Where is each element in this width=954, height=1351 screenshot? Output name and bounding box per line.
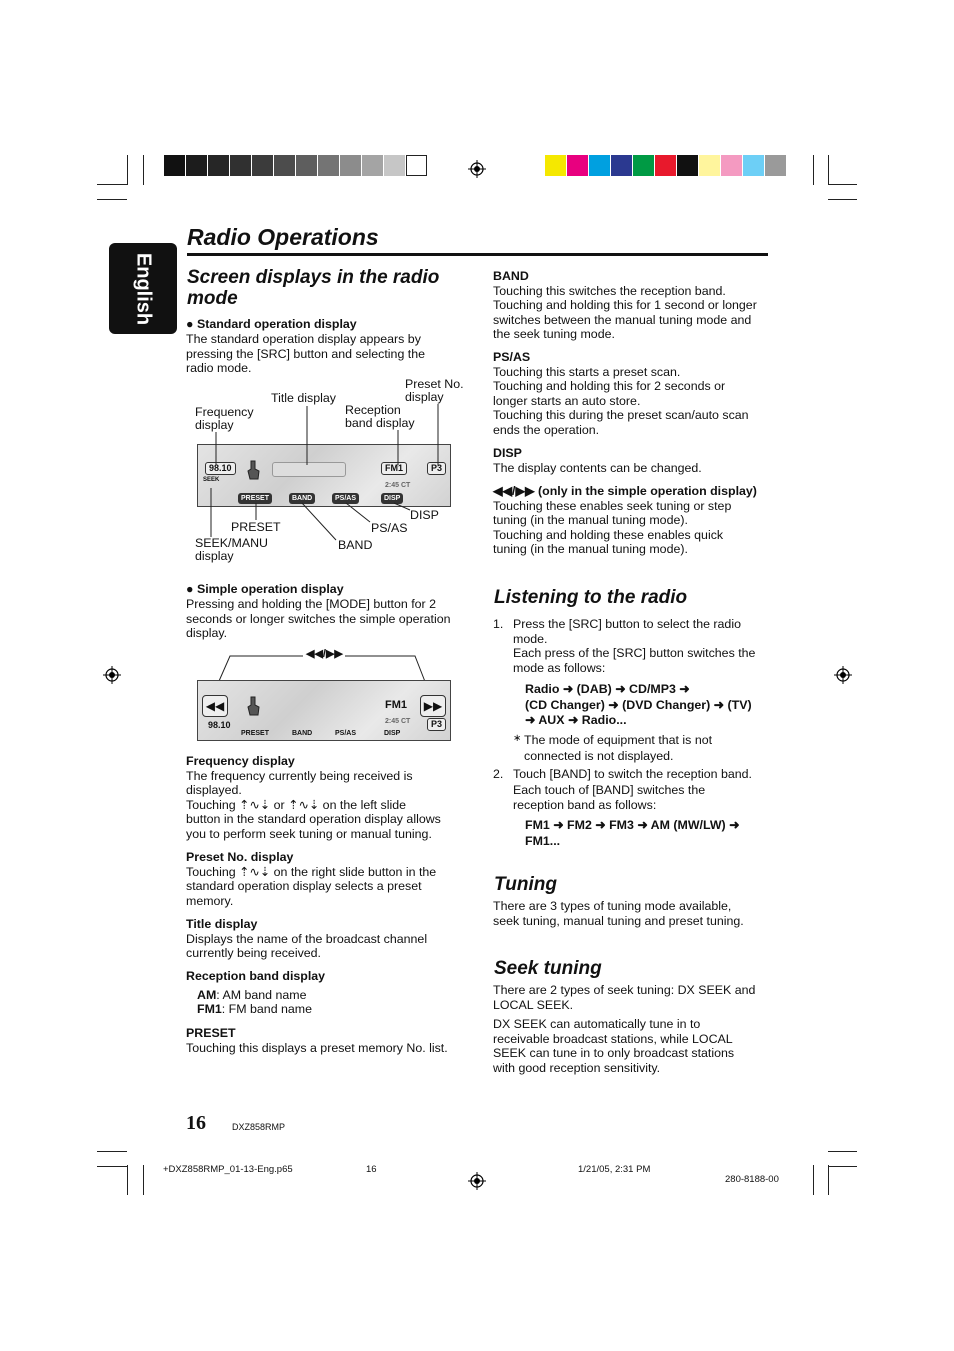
language-tab-label: English	[132, 252, 155, 325]
simple-display-body: Pressing and holding the [MODE] button for 2 seconds or longer switches the simple operation display.	[186, 597, 451, 641]
simple-display-title: ● Simple operation display	[186, 582, 344, 596]
screen-band-button[interactable]: BAND	[289, 493, 315, 504]
screen-disp-button[interactable]: DISP	[381, 493, 403, 504]
label-preset: PRESET	[231, 520, 281, 534]
screen2-clock: 2:45 CT	[385, 718, 411, 725]
title-display-section: Title display Displays the name of the broadcast channel currently being received.	[186, 917, 428, 961]
screen2-band: FM1	[385, 699, 407, 711]
screen-frequency: 98.10	[205, 462, 236, 475]
disp-section: DISP The display contents can be changed.	[493, 446, 702, 475]
psas-section: PS/AS Touching this starts a preset scan. Touching and holding this for 2 seconds or longer starts an auto store. Touching this during the preset scan/auto scan ends the operation.	[493, 350, 749, 437]
band-section: BAND Touching this switches the reception band. Touching and holding this for 1 second or longer switches between the manual tuning mode and the seek tuning mode.	[493, 269, 757, 342]
seek-right-button[interactable]: ▶▶	[420, 695, 446, 717]
model-number: DXZ858RMP	[232, 1122, 286, 1132]
footer-code: 280-8188-00	[725, 1174, 779, 1185]
standard-display-title: ● Standard operation display	[186, 317, 357, 331]
screen2-preset-button[interactable]: PRESET	[241, 730, 270, 737]
preset-section: PRESET Touching this displays a preset memory No. list.	[186, 1026, 448, 1055]
section-heading-screen-displays: Screen displays in the radio mode	[187, 267, 440, 309]
mode-sequence: Radio ➜ (DAB) ➜ CD/MP3 ➜ (CD Changer) ➜ (DVD Changer) ➜ (TV) ➜ AUX ➜ Radio...	[525, 682, 752, 727]
label-disp: DISP	[410, 508, 439, 522]
band-sequence: FM1 ➜ FM2 ➜ FM3 ➜ AM (MW/LW) ➜ FM1...	[525, 818, 740, 848]
section-heading-listening: Listening to the radio	[494, 587, 688, 608]
frequency-display-section: Frequency display The frequency currently being received is displayed. Touching ⇡∿⇣ or ⇡∿⇣ on the left slide button in the standard operation display allows you to perform seek tuning or manual tuning.	[186, 754, 441, 841]
screen-band: FM1	[381, 462, 407, 475]
label-reception-band: Reception band display	[345, 403, 415, 430]
simple-display-screen	[197, 680, 451, 741]
label-psas: PS/AS	[371, 521, 408, 535]
label-band: BAND	[338, 538, 373, 552]
screen2-preset-no: P3	[427, 718, 446, 731]
screen2-band-button[interactable]: BAND	[292, 730, 313, 737]
tuning-body: There are 3 types of tuning mode available, seek tuning, manual tuning and preset tuning.	[493, 899, 744, 928]
arrow-label: ◀◀/▶▶	[306, 648, 343, 660]
standard-display-body: The standard operation display appears by pressing the [SRC] button and selecting the radio mode.	[186, 332, 426, 376]
seek-tuning-body-1: There are 2 types of seek tuning: DX SEEK and LOCAL SEEK.	[493, 983, 756, 1012]
listening-step-2: 2. Touch [BAND] to switch the reception band. Each touch of [BAND] switches the reception band as follows:	[493, 767, 752, 812]
screen-clock: 2:45 CT	[385, 482, 411, 489]
screen-seek: SEEK	[203, 477, 220, 483]
label-frequency: Frequency display	[195, 405, 254, 432]
label-preset-no: Preset No. display	[405, 377, 464, 404]
footer-filename: +DXZ858RMP_01-13-Eng.p65	[163, 1164, 293, 1175]
listening-step-1: 1. Press the [SRC] button to select the radio mode. Each press of the [SRC] button switches the mode as follows:	[493, 617, 756, 675]
seek-left-button[interactable]: ◀◀	[202, 695, 228, 717]
screen2-frequency: 98.10	[208, 720, 231, 730]
reception-band-section: Reception band display AM: AM band name FM1: FM band name	[186, 969, 326, 1017]
listening-note: ∗ The mode of equipment that is not connected is not displayed.	[513, 733, 713, 763]
touch-hand-icon	[245, 695, 263, 717]
section-heading-seek-tuning: Seek tuning	[494, 958, 602, 979]
footer-date: 1/21/05, 2:31 PM	[578, 1164, 651, 1175]
preset-no-display-section: Preset No. display Touching ⇡∿⇣ on the right slide button in the standard operation display selects a preset memory.	[186, 850, 437, 908]
page-title: Radio Operations	[187, 224, 379, 250]
seek-tuning-body-2: DX SEEK can automatically tune in to receivable broadcast stations, while LOCAL SEEK can tune in to only broadcast stations with good reception sensitivity.	[493, 1017, 735, 1075]
label-title-display: Title display	[271, 391, 336, 405]
arrows-section: ◀◀/▶▶ (only in the simple operation display) Touching these enables seek tuning or step tuning (in the manual tuning mode). Touching and holding these enables quick tuning (in the manual tuning mode).	[493, 484, 757, 557]
footer-file-page: 16	[366, 1164, 377, 1175]
screen2-disp-button[interactable]: DISP	[384, 730, 401, 737]
page-number: 16	[186, 1112, 206, 1134]
label-seek-manu: SEEK/MANU display	[195, 536, 268, 563]
screen2-psas-button[interactable]: PS/AS	[335, 730, 357, 737]
screen-preset-button[interactable]: PRESET	[238, 493, 272, 504]
screen-preset-no: P3	[427, 462, 446, 475]
section-heading-tuning: Tuning	[494, 874, 557, 895]
screen-psas-button[interactable]: PS/AS	[332, 493, 359, 504]
